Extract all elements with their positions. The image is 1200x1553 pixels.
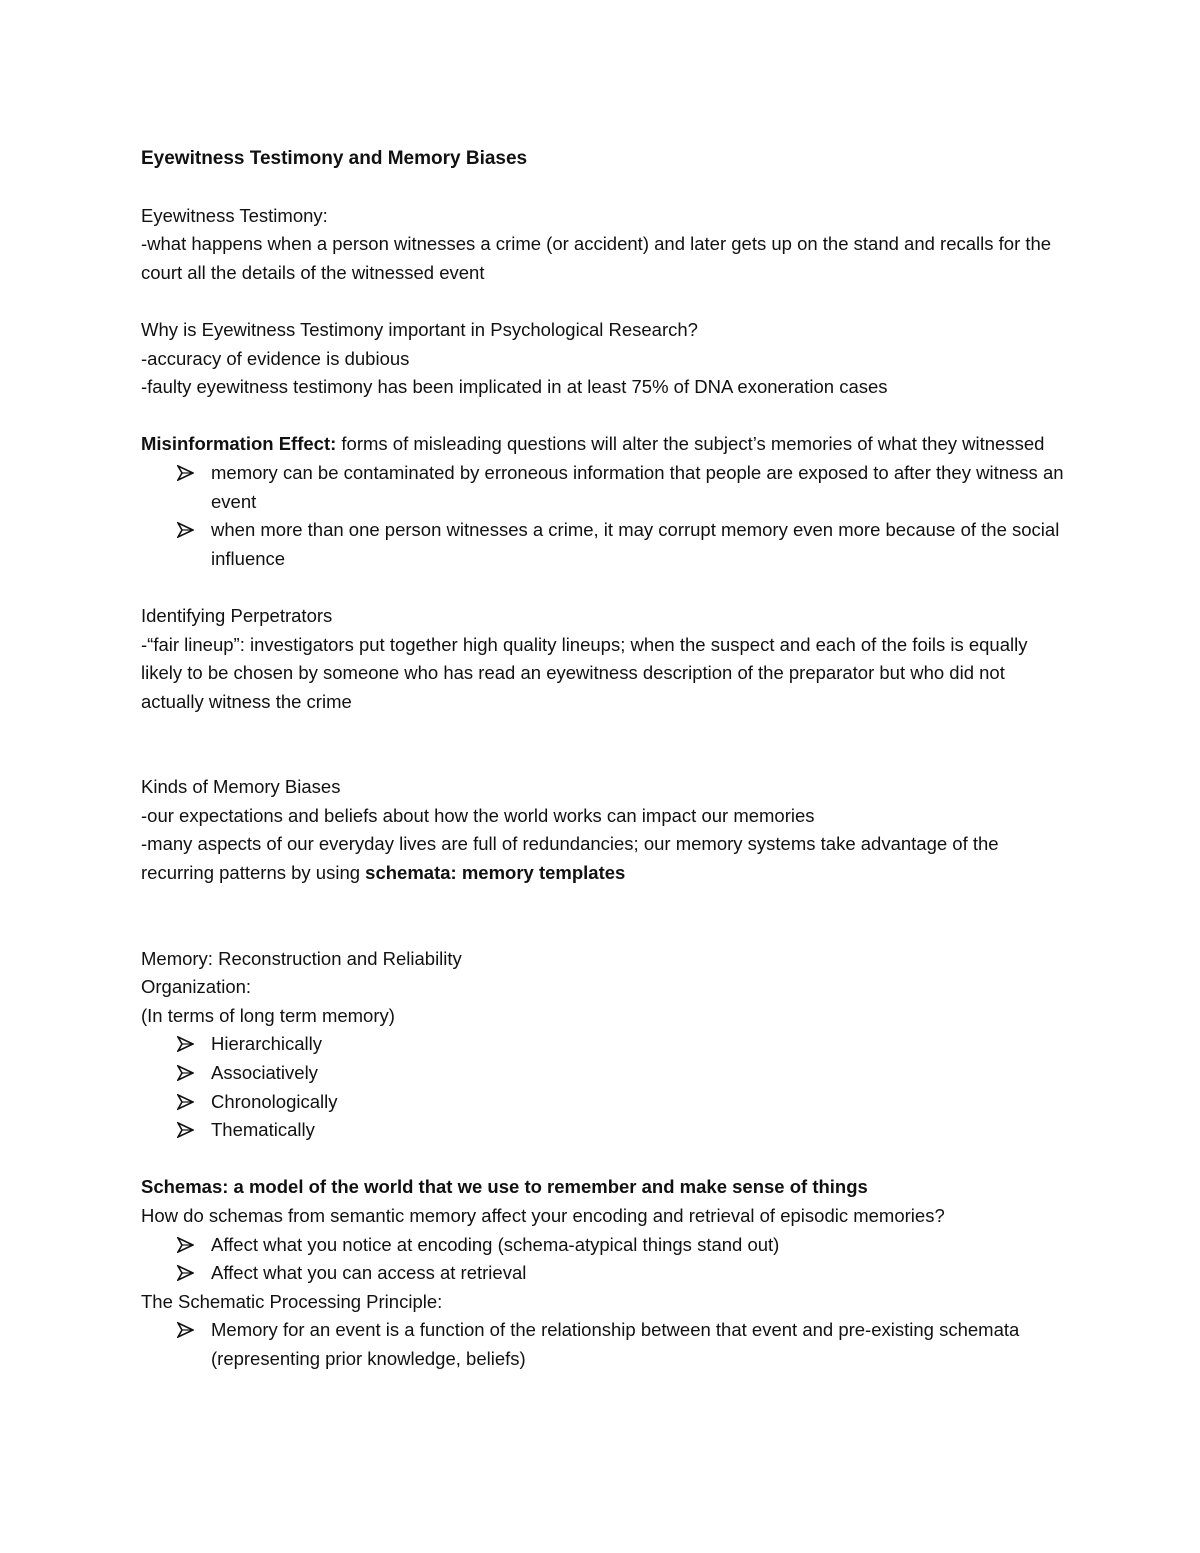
arrowhead-bullet-icon (177, 1316, 197, 1344)
schemata-term: schemata: memory templates (365, 862, 626, 884)
eyewitness-definition: -what happens when a person witnesses a crime (or accident) and later gets up on the stand and recalls for the court all the details of the witnessed event (141, 233, 1052, 283)
list-item (141, 1088, 1066, 1117)
importance-point: -faulty eyewitness testimony has been implicated in at least 75% of DNA exoneration cases (141, 376, 888, 398)
list-item-text: Memory for an event is a function of the relationship between that event and pre-existing schemata (representing prior knowledge, beliefs) (211, 1319, 1020, 1369)
schemas-heading: Schemas: a model of the world that we use to remember and make sense of things (141, 1176, 868, 1198)
schemas-question: How do schemas from semantic memory affect your encoding and retrieval of episodic memories? (141, 1205, 945, 1226)
list-item (141, 1030, 1066, 1059)
list-item (141, 516, 1066, 573)
spacer (141, 573, 1066, 602)
list-item (141, 459, 1066, 516)
spacer (141, 716, 1066, 773)
principle-bullet-list (141, 1316, 1066, 1373)
list-item-text: Affect what you notice at encoding (schema-atypical things stand out) (211, 1233, 780, 1255)
biases-heading: Kinds of Memory Biases (141, 776, 341, 798)
organization-bullet-list (141, 1030, 1066, 1144)
spacer (141, 402, 1066, 431)
importance-point: -accuracy of evidence is dubious (141, 347, 410, 369)
misinformation-paragraph (141, 430, 1066, 459)
misinformation-bullet-list (141, 459, 1066, 573)
biases-point: -our expectations and beliefs about how the world works can impact our memories (141, 804, 815, 826)
spacer (141, 888, 1066, 945)
spacer (141, 173, 1066, 202)
document-title: Eyewitness Testimony and Memory Biases (141, 148, 528, 169)
spacer (141, 287, 1066, 316)
list-item-text: Chronologically (211, 1090, 338, 1112)
list-item-text: Thematically (211, 1119, 315, 1141)
list-item-text: when more than one person witnesses a crime, it may corrupt memory even more because of the social influence (211, 519, 1060, 569)
arrowhead-bullet-icon (177, 1231, 197, 1259)
list-item (141, 1259, 1066, 1288)
eyewitness-heading: Eyewitness Testimony: (141, 204, 328, 226)
perpetrators-text: -“fair lineup”: investigators put together high quality lineups; when the suspect and each of the foils is equally likely to be chosen by someone who has read an eyewitness description of the preparator but who did not actually witness the crime (141, 633, 1028, 712)
misinformation-term: Misinformation Effect: (141, 433, 337, 455)
arrowhead-bullet-icon (177, 1116, 197, 1144)
list-item (141, 1231, 1066, 1260)
arrowhead-bullet-icon (177, 1059, 197, 1087)
arrowhead-bullet-icon (177, 459, 197, 487)
biases-point-text: -many aspects of our everyday lives are full of redundancies; our memory systems take advantage of the recurring patterns by using (141, 833, 999, 884)
arrowhead-bullet-icon (177, 516, 197, 544)
organization-note: (In terms of long term memory) (141, 1004, 395, 1026)
reconstruction-heading: Memory: Reconstruction and Reliability (141, 947, 462, 969)
importance-question: Why is Eyewitness Testimony important in Psychological Research? (141, 318, 698, 340)
list-item-text: Associatively (211, 1062, 318, 1084)
list-item (141, 1316, 1066, 1373)
spacer (141, 1145, 1066, 1174)
biases-point (141, 830, 1066, 887)
principle-heading: The Schematic Processing Principle: (141, 1290, 443, 1312)
list-item-text: Hierarchically (211, 1033, 323, 1055)
list-item-text: Affect what you can access at retrieval (211, 1262, 527, 1284)
arrowhead-bullet-icon (177, 1259, 197, 1287)
arrowhead-bullet-icon (177, 1030, 197, 1058)
organization-label: Organization: (141, 976, 252, 998)
perpetrators-heading: Identifying Perpetrators (141, 604, 333, 626)
list-item-text: memory can be contaminated by erroneous information that people are exposed to after they witness an event (211, 461, 1064, 512)
list-item (141, 1116, 1066, 1145)
list-item (141, 1059, 1066, 1088)
arrowhead-bullet-icon (177, 1088, 197, 1116)
document-page (141, 145, 1066, 1374)
schemas-bullet-list (141, 1231, 1066, 1288)
misinformation-definition: forms of misleading questions will alter the subject’s memories of what they witnessed (336, 433, 1045, 455)
